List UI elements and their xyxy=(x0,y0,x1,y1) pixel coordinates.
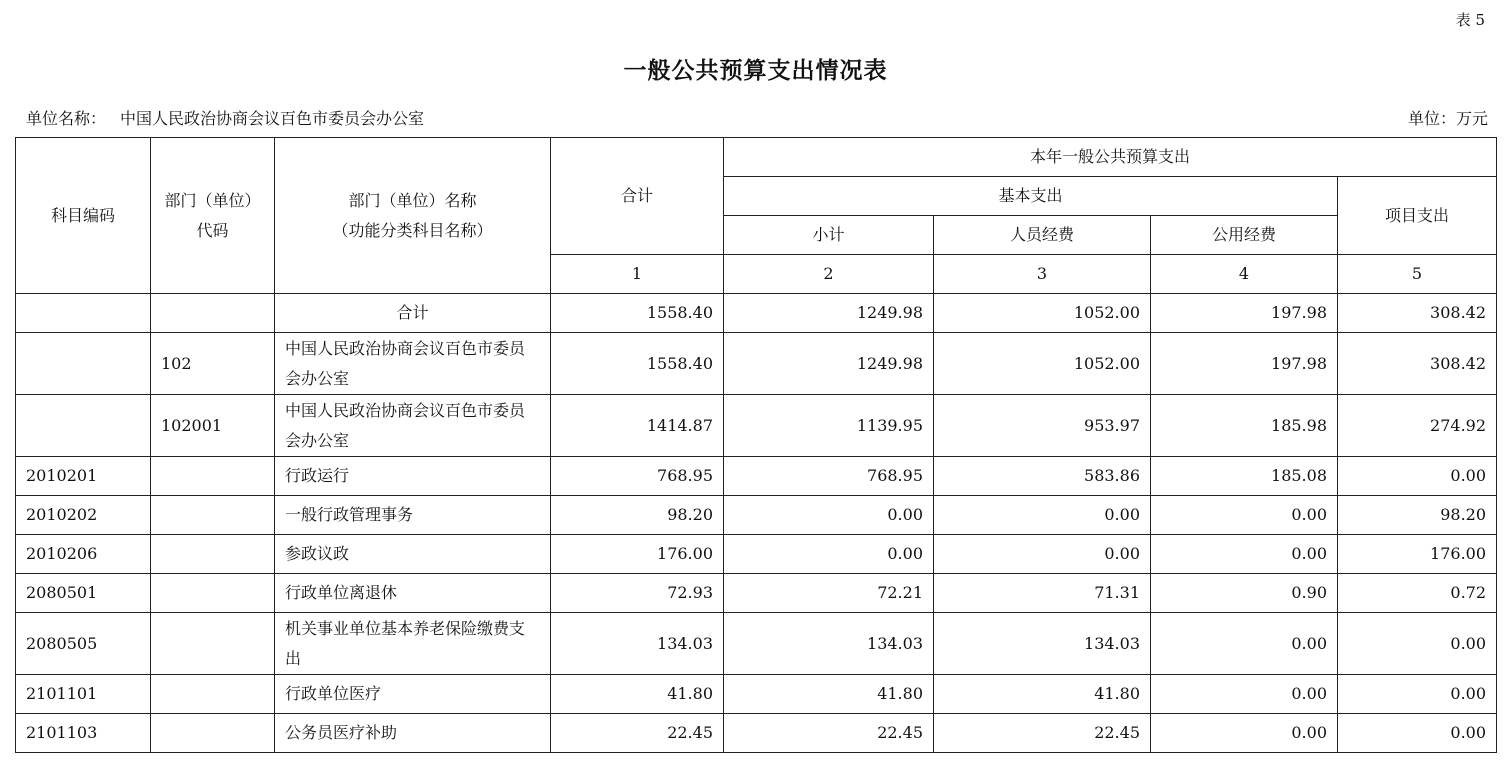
cell-name: 一般行政管理事务 xyxy=(275,496,551,535)
cell-personnel: 0.00 xyxy=(934,496,1151,535)
cell-subject-code: 2010201 xyxy=(16,457,151,496)
table-meta xyxy=(26,106,1488,129)
cell-dept-code xyxy=(151,457,275,496)
cell-public-use: 185.08 xyxy=(1151,457,1338,496)
cell-subtotal: 1139.95 xyxy=(724,395,934,457)
cell-public-use: 197.98 xyxy=(1151,333,1338,395)
cell-personnel: 134.03 xyxy=(934,613,1151,675)
unit-name-row xyxy=(26,106,424,129)
cell-subject-code xyxy=(16,294,151,333)
header-public-use: 公用经费 xyxy=(1151,216,1338,255)
cell-subtotal: 22.45 xyxy=(724,714,934,753)
budget-table xyxy=(15,137,1497,753)
currency-unit: 单位：万元 xyxy=(1407,109,1488,128)
cell-subtotal: 0.00 xyxy=(724,496,934,535)
header-col-number: 3 xyxy=(934,255,1151,294)
header-dept-name xyxy=(275,138,551,294)
header-project: 项目支出 xyxy=(1338,177,1497,255)
cell-public-use: 185.98 xyxy=(1151,395,1338,457)
cell-public-use: 0.00 xyxy=(1151,714,1338,753)
header-dept-code-line2: 代码 xyxy=(196,220,229,240)
header-dept-name-line1: 部门（单位）名称 xyxy=(348,190,477,210)
cell-public-use: 0.00 xyxy=(1151,613,1338,675)
cell-project: 0.72 xyxy=(1338,574,1497,613)
cell-subtotal: 72.21 xyxy=(724,574,934,613)
header-col-number: 2 xyxy=(724,255,934,294)
cell-name: 中国人民政治协商会议百色市委员会办公室 xyxy=(275,333,551,395)
cell-dept-code: 102 xyxy=(151,333,275,395)
header-subtotal: 小计 xyxy=(724,216,934,255)
cell-personnel: 1052.00 xyxy=(934,294,1151,333)
cell-dept-code xyxy=(151,675,275,714)
cell-name: 行政单位离退休 xyxy=(275,574,551,613)
cell-personnel: 71.31 xyxy=(934,574,1151,613)
cell-personnel: 22.45 xyxy=(934,714,1151,753)
cell-project: 0.00 xyxy=(1338,675,1497,714)
cell-dept-code xyxy=(151,613,275,675)
cell-public-use: 0.00 xyxy=(1151,535,1338,574)
page-title: 一般公共预算支出情况表 xyxy=(623,57,888,84)
cell-subtotal: 1249.98 xyxy=(724,333,934,395)
unit-name-label: 单位名称： xyxy=(26,109,107,128)
header-total: 合计 xyxy=(551,138,724,255)
cell-project: 176.00 xyxy=(1338,535,1497,574)
cell-total: 1414.87 xyxy=(551,395,724,457)
header-basic: 基本支出 xyxy=(724,177,1338,216)
table-row xyxy=(16,457,1497,496)
table-number: 表 5 xyxy=(1455,11,1485,29)
cell-subject-code: 2080501 xyxy=(16,574,151,613)
header-personnel: 人员经费 xyxy=(934,216,1151,255)
cell-name: 行政运行 xyxy=(275,457,551,496)
cell-name: 公务员医疗补助 xyxy=(275,714,551,753)
table-row xyxy=(16,395,1497,457)
cell-name: 参政议政 xyxy=(275,535,551,574)
cell-personnel: 1052.00 xyxy=(934,333,1151,395)
cell-dept-code xyxy=(151,496,275,535)
cell-project: 98.20 xyxy=(1338,496,1497,535)
header-col-number: 1 xyxy=(551,255,724,294)
cell-subject-code: 2010202 xyxy=(16,496,151,535)
table-row xyxy=(16,333,1497,395)
cell-subject-code xyxy=(16,395,151,457)
cell-public-use: 0.90 xyxy=(1151,574,1338,613)
table-row xyxy=(16,535,1497,574)
cell-subtotal: 1249.98 xyxy=(724,294,934,333)
cell-project: 0.00 xyxy=(1338,714,1497,753)
header-dept-code-line1: 部门（单位） xyxy=(164,190,261,210)
cell-dept-code: 102001 xyxy=(151,395,275,457)
cell-personnel: 0.00 xyxy=(934,535,1151,574)
header-current-year: 本年一般公共预算支出 xyxy=(724,138,1497,177)
cell-name: 中国人民政治协商会议百色市委员会办公室 xyxy=(275,395,551,457)
cell-dept-code xyxy=(151,714,275,753)
cell-subtotal: 768.95 xyxy=(724,457,934,496)
header-col-number: 5 xyxy=(1338,255,1497,294)
cell-project: 308.42 xyxy=(1338,294,1497,333)
table-row xyxy=(16,714,1497,753)
cell-total: 41.80 xyxy=(551,675,724,714)
table-row xyxy=(16,574,1497,613)
cell-public-use: 197.98 xyxy=(1151,294,1338,333)
cell-total: 1558.40 xyxy=(551,294,724,333)
cell-public-use: 0.00 xyxy=(1151,675,1338,714)
cell-total: 72.93 xyxy=(551,574,724,613)
cell-name: 合计 xyxy=(275,294,551,333)
cell-total: 98.20 xyxy=(551,496,724,535)
table-body xyxy=(16,294,1497,753)
header-dept-name-line2: （功能分类科目名称） xyxy=(332,220,493,240)
cell-total: 768.95 xyxy=(551,457,724,496)
cell-total: 22.45 xyxy=(551,714,724,753)
cell-subtotal: 134.03 xyxy=(724,613,934,675)
cell-subtotal: 0.00 xyxy=(724,535,934,574)
cell-subject-code: 2101101 xyxy=(16,675,151,714)
cell-subject-code: 2101103 xyxy=(16,714,151,753)
header-col-number: 4 xyxy=(1151,255,1338,294)
cell-personnel: 583.86 xyxy=(934,457,1151,496)
cell-subject-code: 2080505 xyxy=(16,613,151,675)
table-row xyxy=(16,613,1497,675)
cell-personnel: 41.80 xyxy=(934,675,1151,714)
cell-subject-code xyxy=(16,333,151,395)
cell-name: 行政单位医疗 xyxy=(275,675,551,714)
cell-dept-code xyxy=(151,294,275,333)
unit-name-value: 中国人民政治协商会议百色市委员会办公室 xyxy=(120,109,425,128)
cell-personnel: 953.97 xyxy=(934,395,1151,457)
cell-project: 0.00 xyxy=(1338,613,1497,675)
cell-total: 176.00 xyxy=(551,535,724,574)
header-dept-code xyxy=(151,138,275,294)
cell-name: 机关事业单位基本养老保险缴费支出 xyxy=(275,613,551,675)
table-row xyxy=(16,675,1497,714)
cell-public-use: 0.00 xyxy=(1151,496,1338,535)
cell-project: 274.92 xyxy=(1338,395,1497,457)
cell-total: 1558.40 xyxy=(551,333,724,395)
cell-total: 134.03 xyxy=(551,613,724,675)
cell-subtotal: 41.80 xyxy=(724,675,934,714)
cell-project: 308.42 xyxy=(1338,333,1497,395)
header-subject-code: 科目编码 xyxy=(16,138,151,294)
cell-dept-code xyxy=(151,574,275,613)
table-header xyxy=(16,138,1497,294)
cell-project: 0.00 xyxy=(1338,457,1497,496)
cell-dept-code xyxy=(151,535,275,574)
cell-subject-code: 2010206 xyxy=(16,535,151,574)
table-row xyxy=(16,496,1497,535)
table-row-total xyxy=(16,294,1497,333)
